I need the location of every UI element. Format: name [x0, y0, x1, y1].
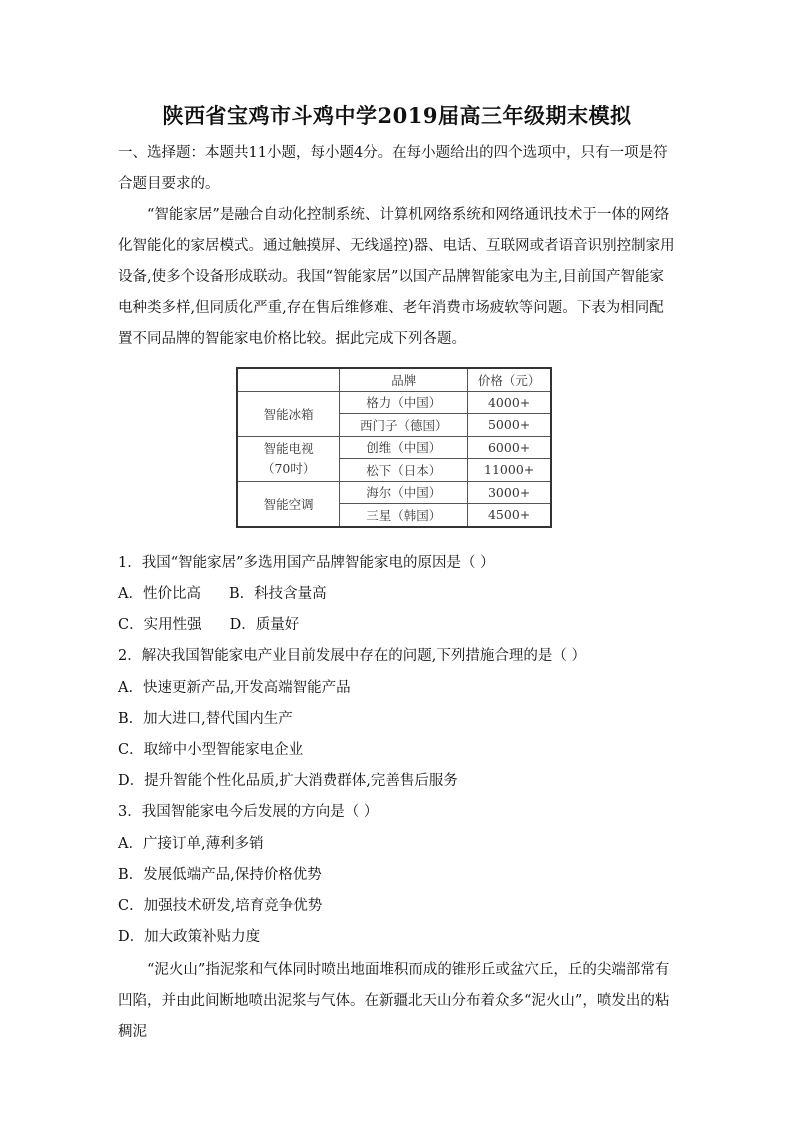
table-header-row: [237, 368, 551, 391]
table-brand-cell: 三星（韩国）: [340, 504, 468, 527]
question-3-option-a: A．广接订单,薄利多销: [118, 836, 264, 852]
question-1-option-b: B．科技含量高: [228, 586, 327, 602]
table-price-cell: 4000+: [468, 391, 551, 414]
table-price-cell: 3000+: [468, 481, 551, 504]
question-1-options-row2: [118, 613, 299, 634]
table-brand-cell: 松下（日本）: [340, 459, 468, 482]
table-price-cell: 6000+: [468, 436, 551, 459]
question-3-option-c: C．加强技术研发,培育竞争优势: [118, 898, 323, 914]
table-category-cell: 智能空调: [237, 481, 340, 527]
question-3-option-b: B．发展低端产品,保持价格优势: [118, 867, 322, 883]
passage-mud-volcano: “泥火山”指泥浆和气体同时喷出地面堆积而成的锥形丘或盆穴丘，丘的尖端部常有凹陷，并由此间断地喷出泥浆与气体。在新疆北天山分布着众多“泥火山”，喷发出的粘稠泥: [118, 962, 670, 1040]
table-row: [237, 391, 551, 414]
table-row: [237, 481, 551, 504]
question-2-option-c: C．取缔中小型智能家电企业: [118, 742, 304, 758]
table-header-price: 价格（元）: [468, 368, 551, 391]
question-1-option-d: D．质量好: [229, 617, 300, 633]
table-header-brand: 品牌: [340, 368, 468, 391]
table-brand-cell: 格力（中国）: [340, 391, 468, 414]
table-category-cell: 智能电视 （70吋）: [237, 436, 340, 481]
question-2-option-d: D．提升智能个性化品质,扩大消费群体,完善售后服务: [118, 773, 458, 789]
passage-smart-home: “智能家居”是融合自动化控制系统、计算机网络系统和网络通讯技术于一体的网络化智能化的家居模式。通过触摸屏、无线遥控)器、电话、互联网或者语音识别控制家用设备,使多个设备形成联动。我国“智能家居”以国产品牌智能家电为主,目前国产智能家电种类多样,但同质化严重,存在售后维修难、老年消费市场疲软等问题。下表为相同配置不同品牌的智能家电价格比较。据此完成下列各题。: [118, 207, 675, 347]
section-header: 一、选择题：本题共11小题，每小题4分。在每小题给出的四个选项中，只有一项是符合题目要求的。: [118, 145, 668, 192]
table-price-cell: 5000+: [468, 414, 551, 437]
question-1-option-c: C．实用性强: [118, 617, 202, 633]
table-brand-cell: 海尔（中国）: [340, 481, 468, 504]
question-1-stem: 1．我国“智能家居”多选用国产品牌智能家电的原因是（ ）: [118, 555, 495, 571]
table-price-cell: 11000+: [468, 459, 551, 482]
question-3-stem: 3．我国智能家电今后发展的方向是（ ）: [118, 804, 379, 820]
table-brand-cell: 创维（中国）: [340, 436, 468, 459]
page-title: 陕西省宝鸡市斗鸡中学2019届高三年级期末模拟: [162, 103, 632, 128]
table-header-category: [237, 368, 340, 391]
question-2-stem: 2．解决我国智能家电产业目前发展中存在的问题,下列措施合理的是（ ）: [118, 648, 586, 664]
question-1-option-a: A．性价比高: [118, 586, 201, 602]
table-category-cell: 智能冰箱: [237, 391, 340, 436]
price-comparison-table: [236, 367, 552, 528]
table-price-cell: 4500+: [468, 504, 551, 527]
question-1-options-row1: [118, 582, 327, 603]
question-3-option-d: D．加大政策补贴力度: [118, 929, 261, 945]
table-row: [237, 436, 551, 459]
question-2-option-a: A．快速更新产品,开发高端智能产品: [118, 680, 351, 696]
table-brand-cell: 西门子（德国）: [340, 414, 468, 437]
question-2-option-b: B．加大进口,替代国内生产: [118, 711, 293, 727]
